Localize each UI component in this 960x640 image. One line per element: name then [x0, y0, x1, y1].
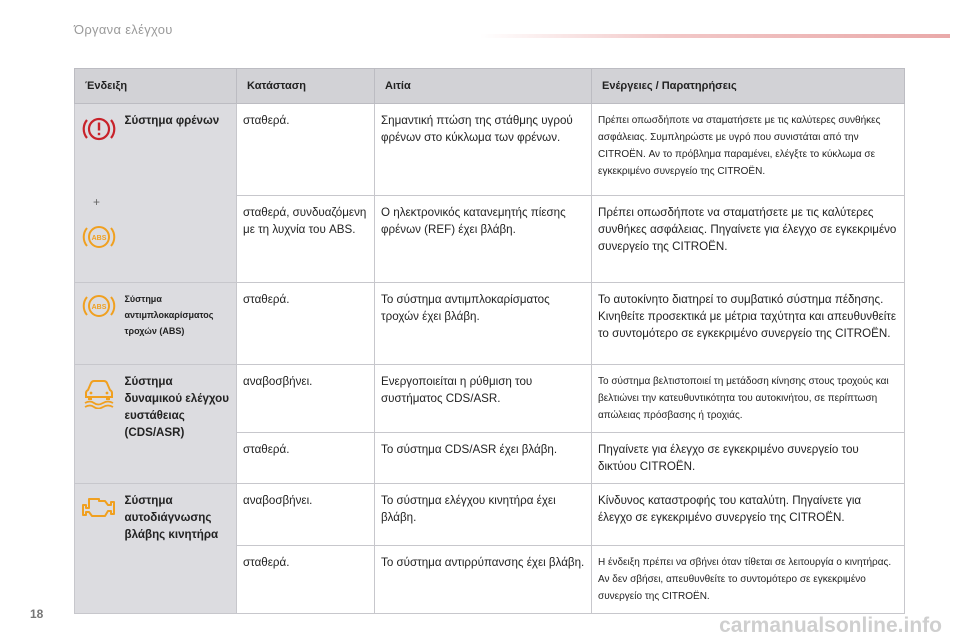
abs-icon [81, 291, 117, 321]
cds-system-label: Σύστημα δυναμικού ελέγχου ευστάθειας (CDS/ASR) [123, 365, 237, 484]
column-header-indicator: Ένδειξη [75, 69, 237, 104]
column-header-state: Κατάσταση [237, 69, 375, 104]
stability-control-icon [81, 375, 117, 409]
table-row [75, 104, 905, 196]
brake-action-1: Πρέπει οπωσδήποτε να σταματήσετε με τις καλύτερες συνθήκες ασφάλειας. Συμπληρώστε με υγρό που συνιστάται από την CITROËN. Αν το πρόβλημα παραμένει, ελέγξτε το κύκλωμα σε εγκεκριμένο συνεργείο της CITROËN. [592, 104, 905, 196]
abs-icon-cell [75, 283, 123, 365]
cds-state-1: αναβοσβήνει. [237, 365, 375, 433]
engine-cause-1: Το σύστημα ελέγχου κινητήρα έχει βλάβη. [375, 484, 592, 546]
abs-action: Το αυτοκίνητο διατηρεί το συμβατικό σύστημα πέδησης. Κινηθείτε προσεκτικά με μέτρια ταχύτητα και απευθυνθείτε το συντομότερο σε εγκεκριμένο συνεργείο της CITROËN. [592, 283, 905, 365]
cds-action-2: Πηγαίνετε για έλεγχο σε εγκεκριμένο συνεργείο του δικτύου CITROËN. [592, 433, 905, 484]
page-title: Όργανα ελέγχου [74, 22, 173, 37]
abs-state: σταθερά. [237, 283, 375, 365]
brake-icon-cell [75, 104, 123, 283]
abs-system-label: Σύστημα αντιμπλοκαρίσματος τροχών (ABS) [123, 283, 237, 365]
cds-cause-2: Το σύστημα CDS/ASR έχει βλάβη. [375, 433, 592, 484]
brake-warning-icon [81, 114, 117, 144]
table-row [75, 484, 905, 546]
column-header-cause: Αιτία [375, 69, 592, 104]
engine-action-1: Κίνδυνος καταστροφής του καταλύτη. Πηγαίνετε για έλεγχο σε εγκεκριμένο συνεργείο της CITROËN. [592, 484, 905, 546]
page-number: 18 [30, 607, 44, 621]
watermark: carmanualsonline.info [719, 614, 942, 637]
engine-check-icon [81, 494, 117, 520]
engine-action-2: Η ένδειξη πρέπει να σβήνει όταν τίθεται σε λειτουργία ο κινητήρας. Αν δεν σβήσει, απευθυνθείτε το συντομότερο σε εγκεκριμένο συνεργείο της CITROËN. [592, 546, 905, 614]
cds-icon-cell [75, 365, 123, 484]
engine-icon-cell [75, 484, 123, 614]
engine-state-2: σταθερά. [237, 546, 375, 614]
cds-cause-1: Ενεργοποιείται η ρύθμιση του συστήματος CDS/ASR. [375, 365, 592, 433]
brake-action-2: Πρέπει οπωσδήποτε να σταματήσετε με τις καλύτερες συνθήκες ασφάλειας. Πηγαίνετε για έλεγχο σε εγκεκριμένο συνεργείο της CITROËN. [592, 195, 905, 283]
cds-action-1: Το σύστημα βελτιστοποιεί τη μετάδοση κίνησης στους τροχούς και βελτιώνει την κατευθυντικότητα του αυτοκινήτου, σε περίπτωση απώλειας πρόσβασης ή τροχιάς. [592, 365, 905, 433]
header-divider [480, 34, 950, 38]
brake-cause-2: Ο ηλεκτρονικός κατανεμητής πίεσης φρένων (REF) έχει βλάβη. [375, 195, 592, 283]
engine-cause-2: Το σύστημα αντιρρύπανσης έχει βλάβη. [375, 546, 592, 614]
brake-state-1: σταθερά. [237, 104, 375, 196]
abs-cause: Το σύστημα αντιμπλοκαρίσματος τροχών έχει βλάβη. [375, 283, 592, 365]
warning-lamps-table [74, 68, 905, 614]
column-header-actions: Ενέργειες / Παρατηρήσεις [592, 69, 905, 104]
brake-cause-1: Σημαντική πτώση της στάθμης υγρού φρένων στο κύκλωμα των φρένων. [375, 104, 592, 196]
table-row [75, 283, 905, 365]
table-header-row [75, 69, 905, 104]
plus-sign: + [93, 195, 101, 209]
svg-text:ABS: ABS [91, 304, 107, 311]
table-row [75, 365, 905, 433]
abs-icon [81, 222, 117, 252]
engine-system-label: Σύστημα αυτοδιάγνωσης βλάβης κινητήρα [123, 484, 237, 614]
brake-system-label: Σύστημα φρένων [123, 104, 237, 283]
cds-state-2: σταθερά. [237, 433, 375, 484]
svg-text:ABS: ABS [91, 235, 107, 242]
engine-state-1: αναβοσβήνει. [237, 484, 375, 546]
brake-state-2: σταθερά, συνδυαζόμενη με τη λυχνία του ABS. [237, 195, 375, 283]
